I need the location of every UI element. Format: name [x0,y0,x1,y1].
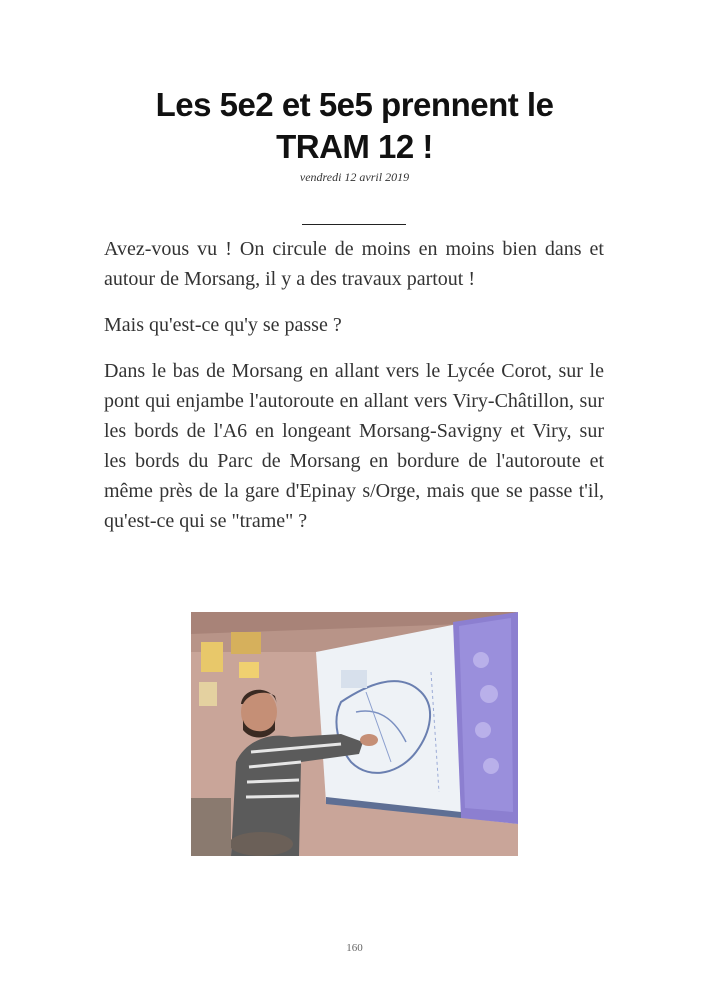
article-title [0,84,709,168]
page-number: 160 [346,942,363,954]
article-date: vendredi 12 avril 2019 [299,170,410,184]
title-line-1: Les 5e2 et 5e5 prennent le [155,86,554,123]
article-body [104,234,604,552]
classroom-photo [191,612,518,856]
paragraph-1: Avez-vous vu ! On circule de moins en moins bien dans et autour de Morsang, il y a des travaux partout ! [104,238,604,290]
paragraph-2: Mais qu'est-ce qu'y se passe ? [104,314,342,336]
separator-line [302,224,406,225]
title-line-2: TRAM 12 ! [276,128,433,165]
paragraph-3: Dans le bas de Morsang en allant vers le Lycée Corot, sur le pont qui enjambe l'autoroute en allant vers Viry-Châtillon, sur les bords de l'A6 en longeant Morsang-Savigny et Viry, sur les bords du Parc de Morsang en bordure de l'autoroute et même près de la gare d'Epinay s/Orge, mais que se passe t'il, qu'est-ce qui se "trame" ? [104,360,604,532]
